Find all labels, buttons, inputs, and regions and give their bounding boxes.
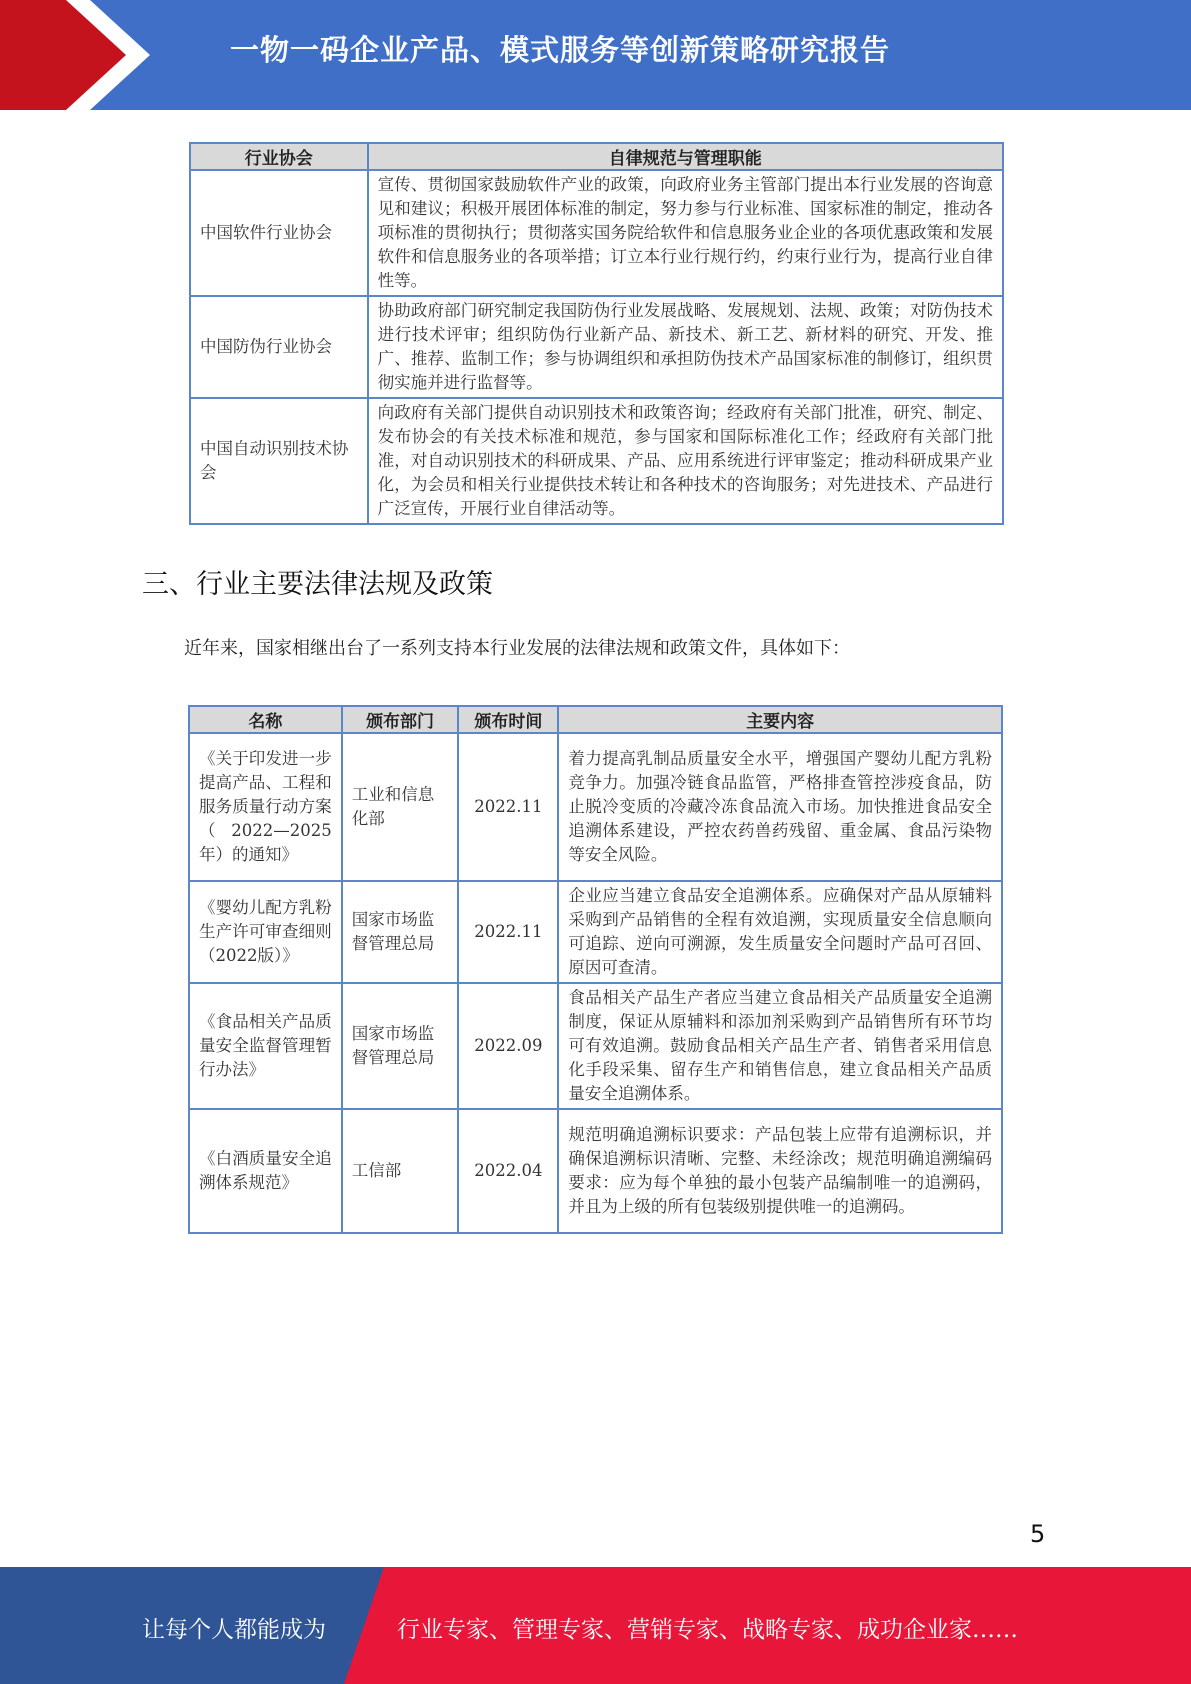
column-header: 颁布时间 bbox=[458, 706, 558, 733]
footer-slogan-left: 让每个人都能成为 bbox=[142, 1617, 326, 1643]
policy-content: 着力提高乳制品质量安全水平，增强国产婴幼儿配方乳粉竞争力。加强冷链食品监管，严格排查管控涉疫食品，防止脱冷变质的冷藏冷冻食品流入市场。加快推进食品安全追溯体系建设，严控农药兽药残留、重金属、食品污染物等安全风险。 bbox=[558, 733, 1002, 881]
report-title: 一物一码企业产品、模式服务等创新策略研究报告 bbox=[230, 33, 891, 67]
policy-department: 工信部 bbox=[342, 1109, 459, 1233]
column-header: 颁布部门 bbox=[342, 706, 459, 733]
policy-name: 《白酒质量安全追溯体系规范》 bbox=[189, 1109, 342, 1233]
table-row bbox=[189, 881, 1002, 983]
policy-name: 《关于印发进一步提高产品、工程和服务质量行动方案（2022—2025年）的通知》 bbox=[189, 733, 342, 881]
table-row bbox=[190, 398, 1003, 524]
table-row bbox=[190, 296, 1003, 398]
association-table bbox=[189, 142, 1004, 525]
association-name: 中国自动识别技术协会 bbox=[190, 398, 368, 524]
policy-name: 《食品相关产品质量安全监督管理暂行办法》 bbox=[189, 983, 342, 1109]
section-intro: 近年来，国家相继出台了一系列支持本行业发展的法律法规和政策文件，具体如下： bbox=[184, 638, 850, 659]
policy-name: 《婴幼儿配方乳粉生产许可审查细则（2022版）》 bbox=[189, 881, 342, 983]
table-row bbox=[189, 983, 1002, 1109]
section-heading: 三、行业主要法律法规及政策 bbox=[142, 569, 493, 600]
policy-date: 2022.11 bbox=[458, 733, 558, 881]
association-name: 中国软件行业协会 bbox=[190, 170, 368, 296]
header-arrow-icon bbox=[0, 0, 150, 110]
page-number: 5 bbox=[1030, 1520, 1046, 1548]
column-header: 名称 bbox=[189, 706, 342, 733]
header-banner bbox=[0, 0, 1191, 110]
policy-content: 食品相关产品生产者应当建立食品相关产品质量安全追溯制度，保证从原辅料和添加剂采购到产品销售所有环节均可有效追溯。鼓励食品相关产品生产者、销售者采用信息化手段采集、留存生产和销售信息，建立食品相关产品质量安全追溯体系。 bbox=[558, 983, 1002, 1109]
policy-date: 2022.11 bbox=[458, 881, 558, 983]
policy-content: 企业应当建立食品安全追溯体系。应确保对产品从原辅料采购到产品销售的全程有效追溯，实现质量安全信息顺向可追踪、逆向可溯源，发生质量安全问题时产品可召回、原因可查清。 bbox=[558, 881, 1002, 983]
policy-table bbox=[188, 705, 1003, 1234]
association-duty: 协助政府部门研究制定我国防伪行业发展战略、发展规划、法规、政策；对防伪技术进行技术评审；组织防伪行业新产品、新技术、新工艺、新材料的研究、开发、推广、推荐、监制工作；参与协调组织和承担防伪技术产品国家标准的制修订，组织贯彻实施并进行监督等。 bbox=[368, 296, 1003, 398]
column-header: 主要内容 bbox=[558, 706, 1002, 733]
column-header: 自律规范与管理职能 bbox=[368, 143, 1003, 170]
policy-content: 规范明确追溯标识要求：产品包装上应带有追溯标识，并确保追溯标识清晰、完整、未经涂改；规范明确追溯编码要求：应为每个单独的最小包装产品编制唯一的追溯码，并且为上级的所有包装级别提供唯一的追溯码。 bbox=[558, 1109, 1002, 1233]
association-duty: 宣传、贯彻国家鼓励软件产业的政策，向政府业务主管部门提出本行业发展的咨询意见和建议；积极开展团体标准的制定，努力参与行业标准、国家标准的制定，推动各项标准的贯彻执行；贯彻落实国务院给软件和信息服务业企业的各项优惠政策和发展软件和信息服务业的各项举措；订立本行业行规行约，约束行业行为，提高行业自律性等。 bbox=[368, 170, 1003, 296]
table-row bbox=[189, 733, 1002, 881]
column-header: 行业协会 bbox=[190, 143, 368, 170]
association-duty: 向政府有关部门提供自动识别技术和政策咨询；经政府有关部门批准，研究、制定、发布协会的有关技术标准和规范，参与国家和国际标准化工作；经政府有关部门批准，对自动识别技术的科研成果、产品、应用系统进行评审鉴定；推动科研成果产业化，为会员和相关行业提供技术转让和各种技术的咨询服务；对先进技术、产品进行广泛宣传，开展行业自律活动等。 bbox=[368, 398, 1003, 524]
footer-slogan-right: 行业专家、管理专家、营销专家、战略专家、成功企业家…… bbox=[397, 1617, 1018, 1643]
table-row bbox=[190, 170, 1003, 296]
table-header-row bbox=[189, 706, 1002, 733]
policy-department: 工业和信息化部 bbox=[342, 733, 459, 881]
association-name: 中国防伪行业协会 bbox=[190, 296, 368, 398]
footer-banner bbox=[0, 1567, 1191, 1684]
policy-date: 2022.09 bbox=[458, 983, 558, 1109]
policy-date: 2022.04 bbox=[458, 1109, 558, 1233]
table-row bbox=[189, 1109, 1002, 1233]
table-header-row bbox=[190, 143, 1003, 170]
policy-department: 国家市场监督管理总局 bbox=[342, 983, 459, 1109]
policy-department: 国家市场监督管理总局 bbox=[342, 881, 459, 983]
